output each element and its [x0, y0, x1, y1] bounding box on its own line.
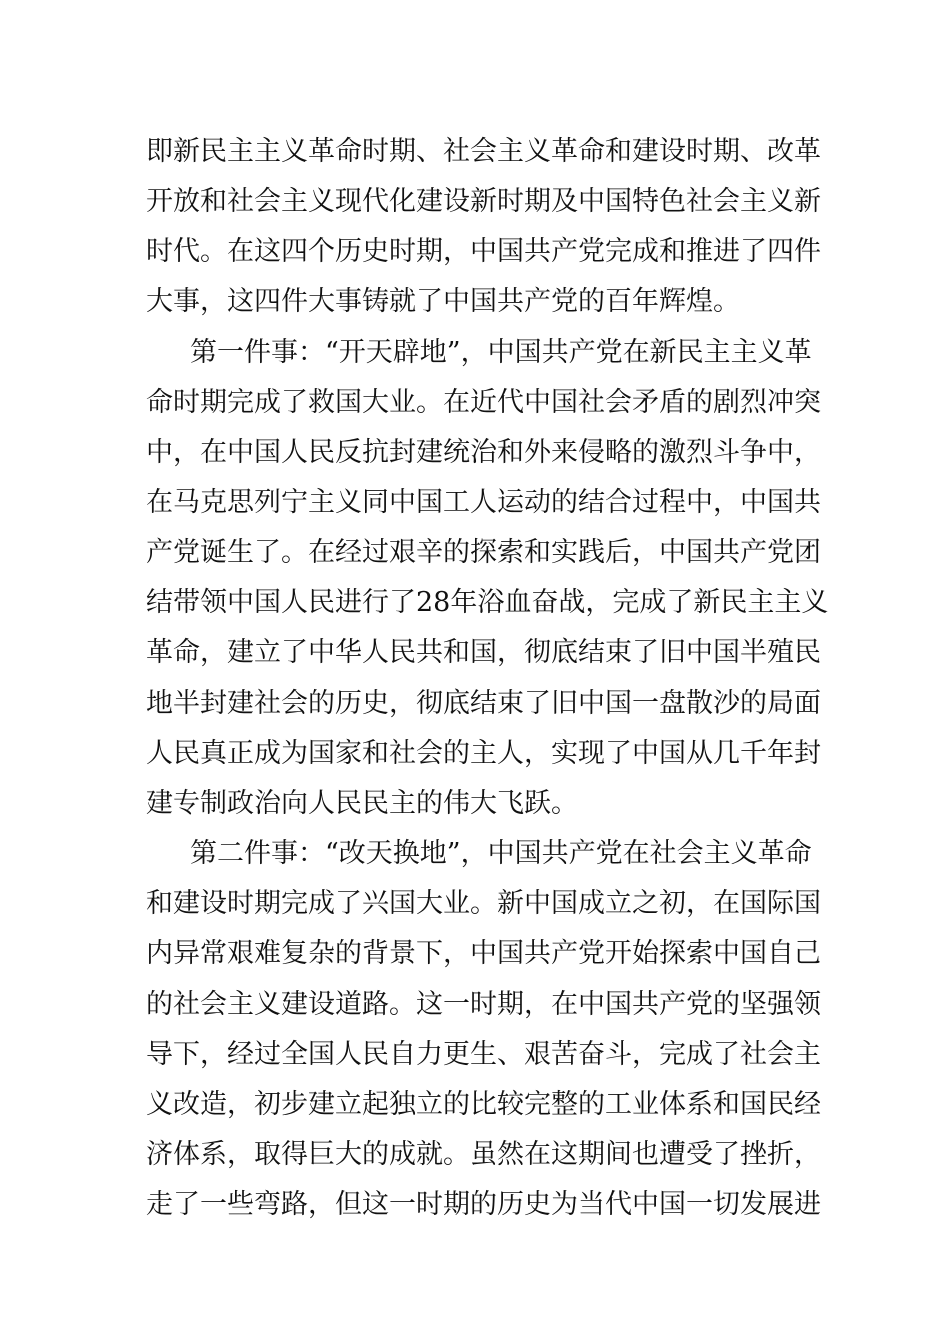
text-line: 大事，这四件大事铸就了中国共产党的百年辉煌。	[146, 286, 740, 317]
text-line: 时代。在这四个历史时期，中国共产党完成和推进了四件	[146, 236, 821, 267]
text-line: 人民真正成为国家和社会的主人，实现了中国从几千年封	[146, 738, 821, 769]
paragraph-first-line: 第一件事：“开天辟地”，中国共产党在新民主主义革	[190, 337, 812, 368]
text-line: 导下，经过全国人民自力更生、艰苦奋斗，完成了社会主	[146, 1039, 821, 1070]
text-line: 在马克思列宁主义同中国工人运动的结合过程中，中国共	[146, 487, 821, 518]
text-line: 革命，建立了中华人民共和国，彻底结束了旧中国半殖民	[146, 637, 821, 668]
text-line: 命时期完成了救国大业。在近代中国社会矛盾的剧烈冲突	[146, 387, 821, 418]
text-line: 的社会主义建设道路。这一时期，在中国共产党的坚强领	[146, 989, 821, 1020]
paragraph-first-line: 第二件事：“改天换地”，中国共产党在社会主义革命	[190, 838, 812, 869]
text-line: 义改造，初步建立起独立的比较完整的工业体系和国民经	[146, 1089, 821, 1120]
text-line: 走了一些弯路，但这一时期的历史为当代中国一切发展进	[146, 1189, 821, 1220]
text-line: 建专制政治向人民民主的伟大飞跃。	[146, 788, 578, 819]
text-line: 地半封建社会的历史，彻底结束了旧中国一盘散沙的局面	[146, 688, 821, 719]
text-line: 即新民主主义革命时期、社会主义革命和建设时期、改革	[146, 136, 821, 167]
text-line: 产党诞生了。在经过艰辛的探索和实践后，中国共产党团	[146, 537, 821, 568]
text-line: 济体系，取得巨大的成就。虽然在这期间也遭受了挫折，	[146, 1139, 821, 1170]
text-line: 开放和社会主义现代化建设新时期及中国特色社会主义新	[146, 186, 821, 217]
text-line: 结带领中国人民进行了28年浴血奋战，完成了新民主主义	[146, 587, 829, 618]
text-line: 内异常艰难复杂的背景下，中国共产党开始探索中国自己	[146, 938, 821, 969]
text-line: 和建设时期完成了兴国大业。新中国成立之初，在国际国	[146, 888, 821, 919]
text-line: 中，在中国人民反抗封建统治和外来侵略的激烈斗争中，	[146, 437, 821, 468]
